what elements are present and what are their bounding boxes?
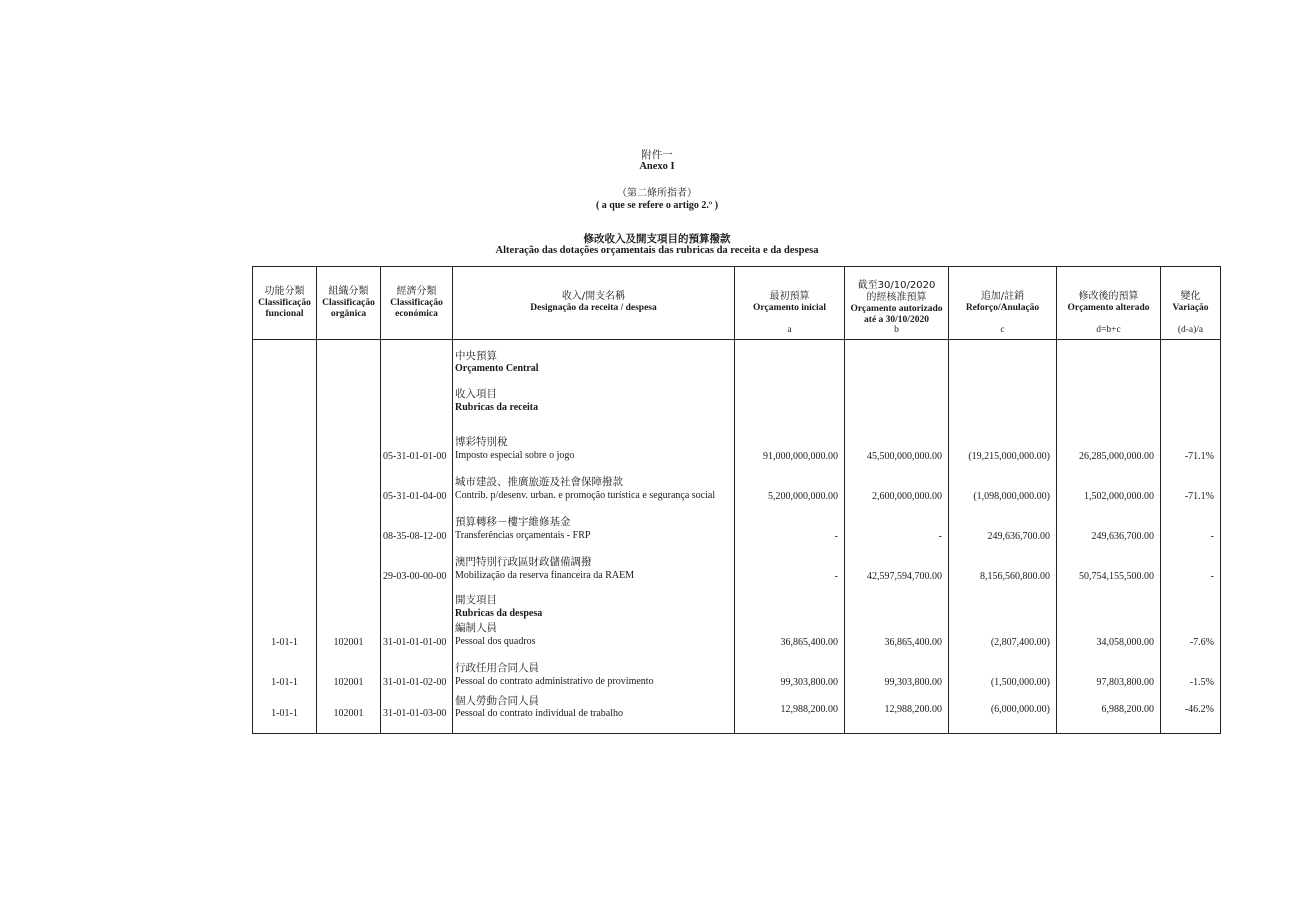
col-header-designation: 收入/開支名稱 Designação da receita / despesa [453,267,735,340]
annex-heading [0,149,1314,173]
table-row: 29-03-00-00-00 澳門特別行政區財政儲備調撥 Mobilização da reserva financeira da RAEM - 42,597,594,700.00 8,156,560,800.00 50,754,155,500.00 - [253,542,1221,582]
table-row: 1-01-1 102001 31-01-01-02-00 行政任用合同人員 Pessoal do contrato administrativo de provimento 99,303,800.00 99,303,800.00 (1,500,000.00) 97,803,800.00 -1.5% [253,648,1221,688]
econ-code: 31-01-01-02-00 [381,648,453,688]
section-expense-zh: 開支項目 [455,594,497,607]
col-header-reinforcement: 追加/註銷 Reforço/Anulação c [949,267,1057,340]
col-header-initial-budget: 最初預算 Orçamento inicial a [735,267,845,340]
col-header-functional: 功能分類 Classificação funcional [253,267,317,340]
annex-title-zh: 附件一 [641,149,673,161]
section-expense [253,582,1221,620]
econ-code: 29-03-00-00-00 [381,542,453,582]
article-reference [0,188,1314,211]
section-central-zh: 中央預算 [455,350,497,362]
section-central-budget [253,350,1221,380]
table-row: 05-31-01-04-00 城市建設、推廣旅遊及社會保障撥款 Contrib. p/desenv. urban. e promoção turística e segurança social 5,200,000,000.00 2,600,000,000.00 (1,098,000,000.00) 1,502,000,000.00 -71.1% [253,462,1221,502]
table-row: 1-01-1 102001 31-01-01-01-00 編制人員 Pessoal dos quadros 36,865,400.00 36,865,400.00 (2,807,400.00) 34,058,000.00 -7.6% [253,620,1221,648]
col-header-altered-budget: 修改後的預算 Orçamento alterado d=b+c [1057,267,1161,340]
col-header-authorized-budget: 截至30/10/2020的經核准預算 Orçamento autorizado até a 30/10/2020 b [845,267,949,340]
section-revenue-pt: Rubricas da receita [455,401,539,413]
table-header-row [253,267,1221,340]
section-revenue-zh: 收入項目 [455,388,497,401]
section-expense-pt: Rubricas da despesa [455,607,543,619]
econ-code: 05-31-01-01-00 [381,417,453,462]
document-title [0,233,1314,257]
col-header-variation: 變化 Variação (d-a)/a [1161,267,1221,340]
article-reference-pt: ( a que se refere o artigo 2.º ) [595,199,719,211]
econ-code: 31-01-01-01-00 [381,620,453,648]
econ-code: 31-01-01-03-00 [381,688,453,733]
table-row: 1-01-1 102001 31-01-01-03-00 個人勞動合同人員 Pessoal do contrato individual de trabalho 12,988,200.00 12,988,200.00 (6,000,000.00) 6,988,200.00 -46.2% [253,688,1221,733]
document-title-zh: 修改收入及開支項目的預算撥款 [583,233,731,245]
econ-code: 05-31-01-04-00 [381,462,453,502]
annex-title-pt: Anexo I [639,161,675,173]
budget-table [252,266,1221,734]
section-central-pt: Orçamento Central [455,363,539,375]
col-header-organic: 組織分類 Classificação orgânica [317,267,381,340]
econ-code: 08-35-08-12-00 [381,502,453,542]
article-reference-zh: （第二條所指者） [617,188,697,199]
document-title-pt: Alteração das dotações orçamentais das rubricas da receita e da despesa [495,245,819,257]
table-row: 05-31-01-01-00 博彩特別稅 Imposto especial sobre o jogo 91,000,000,000.00 45,500,000,000.00 (19,215,000,000.00) 26,285,000,000.00 -71.1% [253,417,1221,462]
table-row: 08-35-08-12-00 預算轉移－樓宇維修基金 Transferências orçamentais - FRP - - 249,636,700.00 249,636,700.00 - [253,502,1221,542]
col-header-economic: 經濟分類 Classificação económica [381,267,453,340]
section-revenue [253,380,1221,417]
